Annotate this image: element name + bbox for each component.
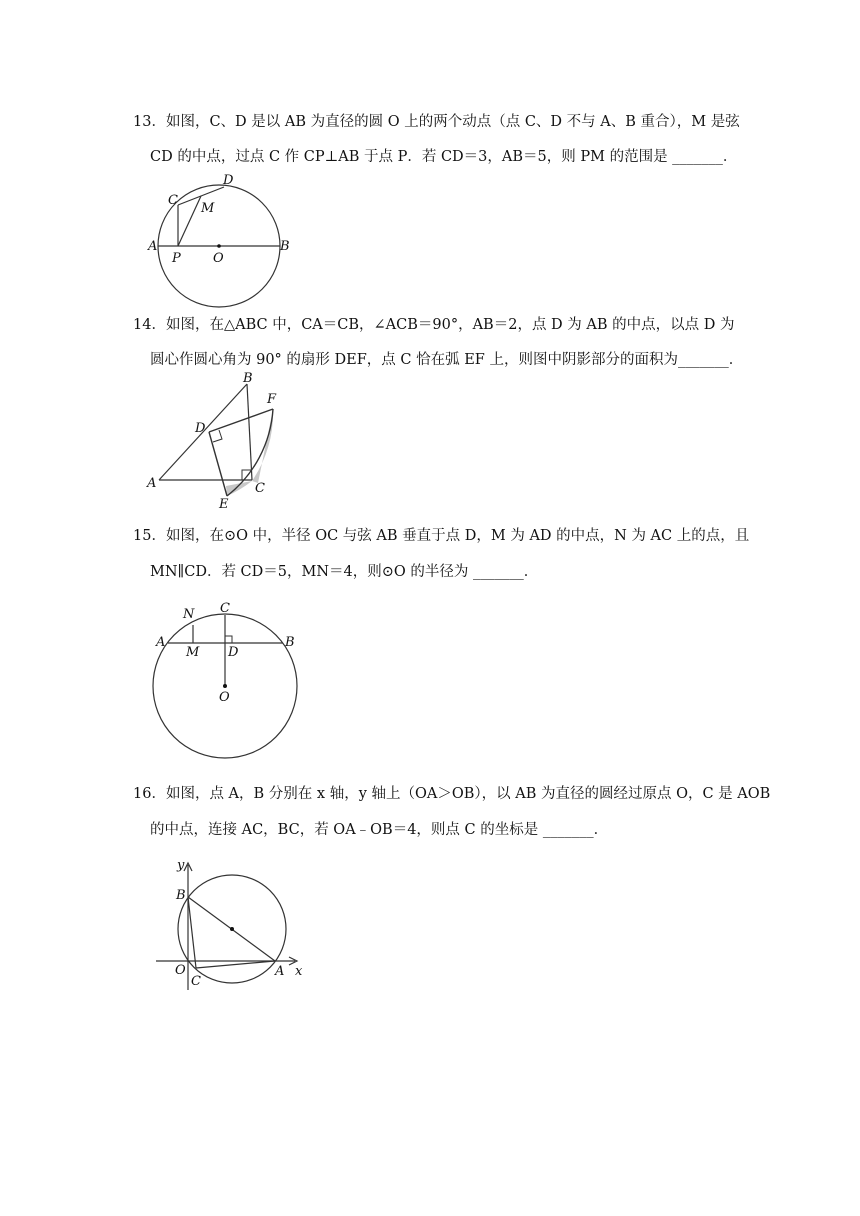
figure-15-svg	[140, 595, 310, 765]
question-16-line-1: 16．如图，点 A，B 分别在 x 轴，y 轴上（OA＞OB），以 AB 为直径的圆经过原点 O，C 是 AOB	[133, 786, 771, 802]
figure-16-svg	[150, 855, 320, 995]
figure-14-svg	[145, 370, 295, 515]
label-b: B	[280, 239, 290, 254]
label-p: P	[172, 251, 181, 266]
label-o: O	[213, 251, 224, 266]
label-c: C	[220, 601, 230, 616]
figure-15	[140, 595, 310, 765]
label-o: O	[219, 690, 230, 705]
center-point	[230, 927, 234, 931]
question-13-line-1: 13．如图，C、D 是以 AB 为直径的圆 O 上的两个动点（点 C、D 不与 A、B 重合），M 是弦	[133, 114, 740, 130]
question-14-line-2: 圆心作圆心角为 90° 的扇形 DEF，点 C 恰在弧 EF 上，则图中阴影部分的面积为_______．	[150, 352, 744, 368]
label-c: C	[191, 974, 201, 989]
figure-14	[145, 370, 295, 515]
label-d: D	[195, 421, 206, 436]
label-b: B	[243, 371, 253, 386]
figure-16	[150, 855, 320, 995]
question-16-line-2: 的中点，连接 AC，BC，若 OA﹣OB＝4，则点 C 的坐标是 _______．	[150, 822, 609, 838]
radius-de	[209, 432, 227, 496]
label-d: D	[228, 645, 239, 660]
question-15-line-1: 15．如图，在⊙O 中，半径 OC 与弦 AB 垂直于点 D，M 为 AD 的中点，N 为 AC 上的点，且	[133, 528, 750, 544]
label-a: A	[275, 964, 285, 979]
center-point	[223, 684, 227, 688]
label-x: x	[295, 964, 303, 979]
side-bc	[247, 384, 252, 480]
label-o: O	[175, 963, 186, 978]
label-f: F	[267, 392, 277, 407]
label-e: E	[219, 497, 229, 512]
label-c: C	[255, 481, 265, 496]
segment-ac	[196, 961, 275, 968]
figure-13-svg	[140, 170, 310, 310]
label-a: A	[156, 635, 166, 650]
label-b: B	[285, 635, 295, 650]
label-a: A	[147, 476, 157, 491]
question-14-line-1: 14．如图，在△ABC 中，CA＝CB，∠ACB＝90°，AB＝2，点 D 为 AB 的中点，以点 D 为	[133, 317, 735, 333]
question-15-line-2: MN∥CD．若 CD＝5，MN＝4，则⊙O 的半径为 _______．	[150, 564, 539, 580]
label-c: C	[168, 193, 178, 208]
label-n: N	[183, 607, 195, 622]
right-angle-d	[225, 636, 232, 643]
center-point	[217, 244, 221, 248]
radius-df	[209, 409, 273, 432]
question-13-line-2: CD 的中点，过点 C 作 CP⊥AB 于点 P．若 CD＝3，AB＝5，则 PM 的范围是 _______．	[150, 149, 738, 165]
figure-13	[140, 170, 310, 310]
segment-bc	[188, 897, 196, 968]
right-angle-d	[213, 430, 222, 442]
label-a: A	[148, 239, 158, 254]
shaded-region-right	[252, 409, 273, 483]
label-m: M	[201, 201, 215, 216]
label-m: M	[186, 645, 200, 660]
label-y: y	[177, 858, 185, 873]
label-d: D	[223, 173, 234, 188]
label-b: B	[176, 888, 186, 903]
